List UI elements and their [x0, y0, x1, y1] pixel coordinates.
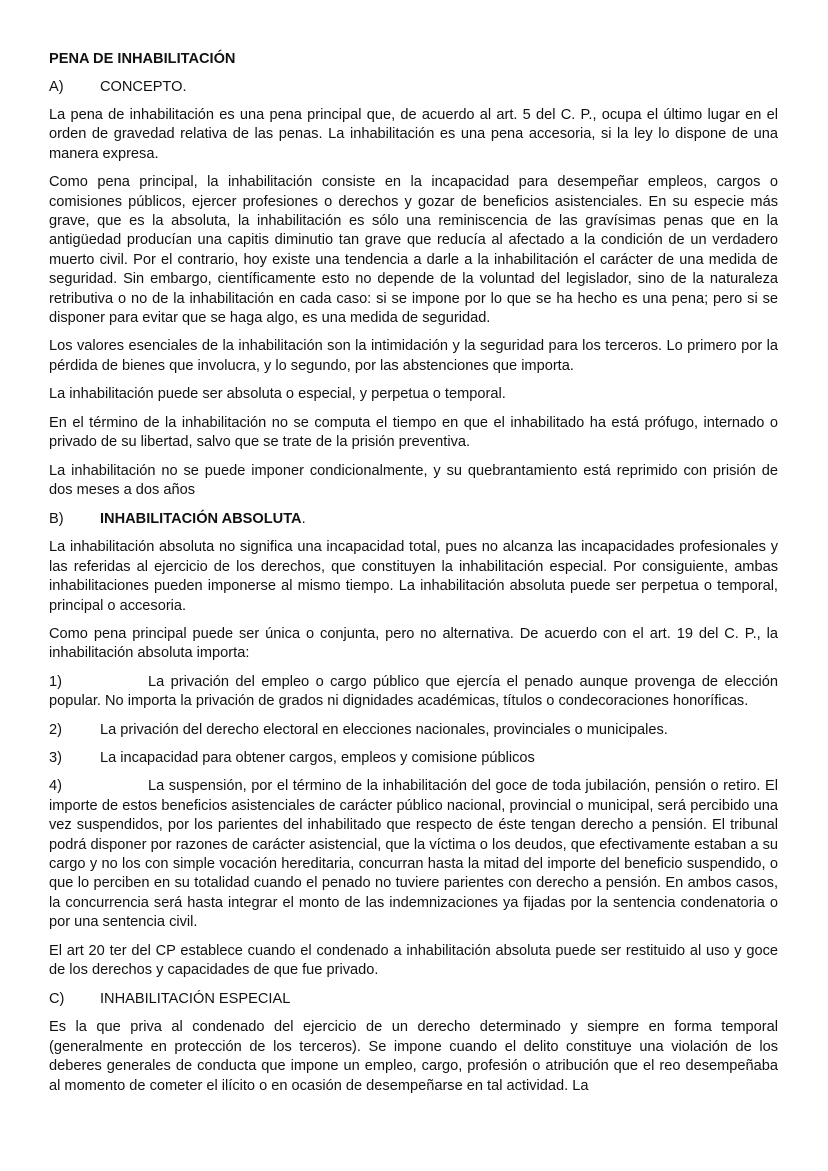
document-title: PENA DE INHABILITACIÓN: [49, 51, 236, 67]
list-item-text: La incapacidad para obtener cargos, empleos y comisione públicos: [100, 749, 535, 766]
list-item-number: 4): [49, 778, 62, 795]
paragraph: Como pena principal puede ser única o conjunta, pero no alternativa. De acuerdo con el art. 19 del C. P., la inhabilitación absoluta importa:: [49, 625, 778, 662]
section-a-heading: [49, 77, 778, 97]
section-b-title: INHABILITACIÓN ABSOLUTA: [100, 511, 302, 528]
list-item-text: La privación del derecho electoral en elecciones nacionales, provinciales o municipales.: [100, 721, 668, 738]
paragraph: Es la que priva al condenado del ejercicio de un derecho determinado y siempre en forma temporal (generalmente en protección de los terceros). Se impone cuando el delito constituye una violación de los deberes generales de conducta que impone un empleo, cargo, profesión o atribución que el reo desempeñaba al momento de cometer el ilícito o en ocasión de desempeñarse en tal actividad. La: [49, 1019, 778, 1094]
paragraph: La pena de inhabilitación es una pena principal que, de acuerdo al art. 5 del C. P., ocupa el último lugar en el orden de gravedad relativa de las penas. La inhabilitación es una pena accesoria, si la ley lo dispone de una manera expresa.: [49, 107, 778, 162]
section-b-title-period: .: [301, 511, 306, 528]
document-body: [49, 49, 778, 1105]
section-b-heading: [49, 509, 778, 529]
list-item-text: La privación del empleo o cargo público que ejercía el penado aunque provenga de elección popular. No importa la privación de grados ni dignidades académicas, títulos o condecoraciones honoríficas.: [49, 673, 778, 710]
paragraph: La inhabilitación absoluta no significa una incapacidad total, pues no alcanza las incapacidades profesionales y las referidas al ejercicio de los derechos, que constituyen la inhabilitación especial. Por consiguiente, ambas inhabilitaciones pueden imponerse al mismo tiempo. La inhabilitación absoluta puede ser perpetua o temporal, principal o accesoria.: [49, 539, 778, 614]
section-b-title-wrap: [100, 509, 306, 529]
list-item: [49, 673, 778, 712]
paragraph: Como pena principal, la inhabilitación consiste en la incapacidad para desempeñar empleos, cargos o comisiones públicos, ejercer profesiones o derechos y gozar de beneficios asistenciales. En su especie más grave, que es la absoluta, la inhabilitación es sólo una reminiscencia de las gravísimas penas que en la antigüedad producían una capitis diminutio tan grave que reducía al afectado a la condición de un verdadero muerto civil. Por el contrario, hoy existe una tendencia a darle a la inhabilitación el carácter de una medida de seguridad. Sin embargo, científicamente esto no depende de la voluntad del legislador, sino de la naturaleza retributiva o no de la inhabilitación en cada caso: si se impone por lo que se ha hecho es una pena; pero si se disponer para evitar que se haga algo, es una medida de seguridad.: [49, 174, 778, 327]
section-c-letter: C): [49, 991, 65, 1008]
section-a-letter: A): [49, 79, 64, 95]
list-item-number: 3): [49, 749, 62, 766]
paragraph: En el término de la inhabilitación no se computa el tiempo en que el inhabilitado ha está prófugo, internado o privado de su libertad, salvo que se trate de la prisión preventiva.: [49, 414, 778, 451]
list-item: [49, 721, 778, 740]
paragraph: La inhabilitación no se puede imponer condicionalmente, y su quebrantamiento está reprimido con prisión de dos meses a dos años: [49, 462, 778, 498]
list-item: [49, 777, 778, 932]
list-item-number: 2): [49, 721, 62, 738]
paragraph: La inhabilitación puede ser absoluta o especial, y perpetua o temporal.: [49, 386, 506, 403]
paragraph: Los valores esenciales de la inhabilitación son la intimidación y la seguridad para los terceros. Lo primero por la pérdida de bienes que involucra, y lo segundo, por las abstenciones que importa.: [49, 338, 778, 374]
section-a-title: CONCEPTO.: [100, 79, 187, 95]
section-c-heading: [49, 989, 778, 1009]
list-item: [49, 749, 778, 768]
section-b-letter: B): [49, 511, 64, 528]
section-c-title: INHABILITACIÓN ESPECIAL: [100, 991, 291, 1008]
list-item-text: La suspensión, por el término de la inhabilitación del goce de toda jubilación, pensión o retiro. El importe de estos beneficios asistenciales de carácter público nacional, provincial o municipal, será percibido una vez suspendidos, por los parientes del inhabilitado que respecto de éste tengan derecho a pensión. El tribunal podrá disponer por razones de carácter asistencial, que la víctima o los deudos, que efectivamente estaban a su cargo y no los con simple vocación hereditaria, concurran hasta la mitad del importe del beneficio suspendido, o que lo perciben en su totalidad cuando el penado no tuviere parientes con derecho a pensión. En ambos casos, la concurrencia será hasta integrar el monto de las indemnizaciones ya fijadas por la sentencia condenatoria o por una sentencia civil.: [49, 778, 778, 931]
list-item-number: 1): [49, 673, 62, 690]
paragraph: El art 20 ter del CP establece cuando el condenado a inhabilitación absoluta puede ser restituido al uso y goce de los derechos y capacidades de que fue privado.: [49, 942, 778, 979]
